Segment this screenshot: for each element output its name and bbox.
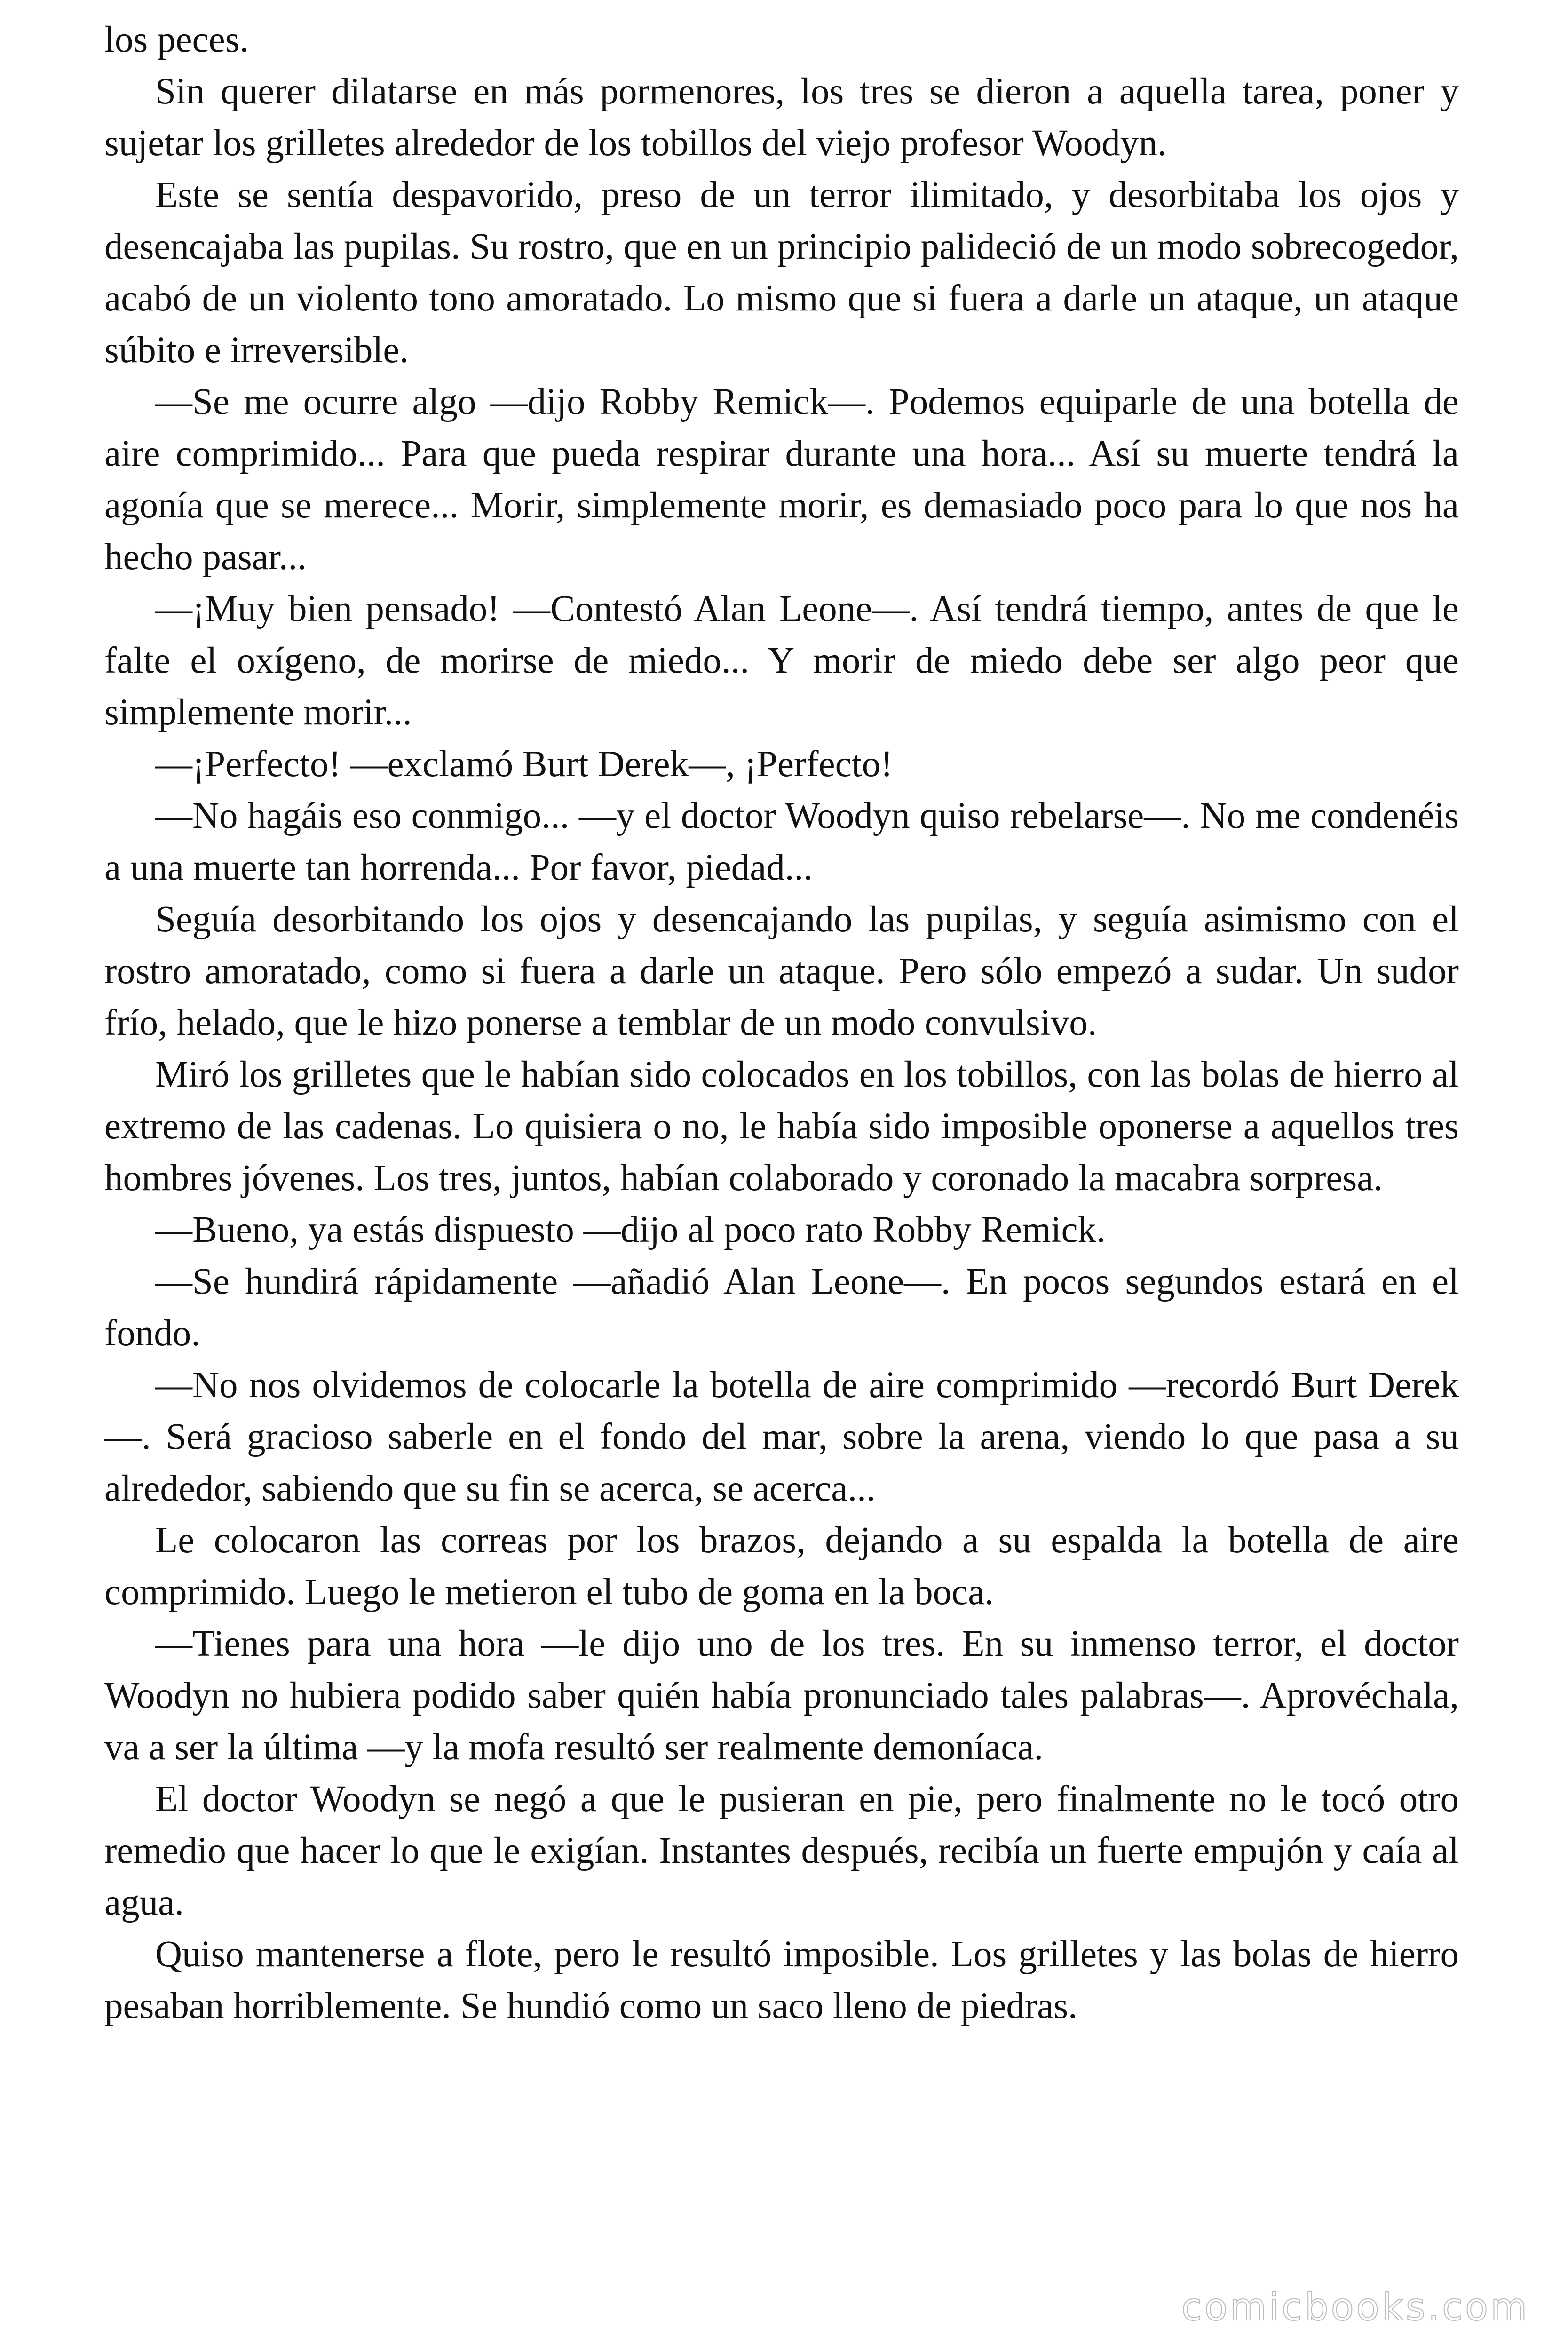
paragraph: El doctor Woodyn se negó a que le pusieran en pie, pero finalmente no le tocó otro remedio que hacer lo que le exigían. Instantes después, recibía un fuerte empujón y caía al agua. bbox=[104, 1779, 1459, 1923]
page-text bbox=[104, 14, 1459, 2272]
paragraph: Miró los grilletes que le habían sido colocados en los tobillos, con las bolas de hierro al extremo de las cadenas. Lo quisiera o no, le había sido imposible oponerse a aquellos tres hombres jóvenes. Los tres, juntos, habían colaborado y coronado la macabra sorpresa. bbox=[104, 1054, 1459, 1199]
paragraph: Le colocaron las correas por los brazos, dejando a su espalda la botella de aire comprimido. Luego le metieron el tubo de goma en la boca. bbox=[104, 1520, 1459, 1613]
paragraph: Quiso mantenerse a flote, pero le resultó imposible. Los grilletes y las bolas de hierro pesaban horriblemente. Se hundió como un saco lleno de piedras. bbox=[104, 1934, 1459, 2026]
paragraph: —¡Perfecto! —exclamó Burt Derek—, ¡Perfecto! bbox=[155, 744, 893, 785]
paragraph-continuation: los peces. bbox=[104, 19, 249, 60]
paragraph: —Bueno, ya estás dispuesto —dijo al poco rato Robby Remick. bbox=[155, 1209, 1106, 1250]
paragraph: —Se me ocurre algo —dijo Robby Remick—. Podemos equiparle de una botella de aire comprimido... Para que pueda respirar durante una hora... Así su muerte tendrá la agonía que se merece... Morir, simplemente morir, es demasiado poco para lo que nos ha hecho pasar... bbox=[104, 381, 1459, 578]
paragraph: Este se sentía despavorido, preso de un terror ilimitado, y desorbitaba los ojos y desencajaba las pupilas. Su rostro, que en un principio palideció de un modo sobrecogedor, acabó de un violento tono amoratado. Lo mismo que si fuera a darle un ataque, un ataque súbito e irreversible. bbox=[104, 175, 1459, 371]
paragraph: —No nos olvidemos de colocarle la botella de aire comprimido —recordó Burt Derek—. Será gracioso saberle en el fondo del mar, sobre la arena, viendo lo que pasa a su alrededor, sabiendo que su fin se acerca, se acerca... bbox=[104, 1365, 1459, 1509]
paragraph: —¡Muy bien pensado! —Contestó Alan Leone—. Así tendrá tiempo, antes de que le falte el oxígeno, de morirse de miedo... Y morir de miedo debe ser algo peor que simplemente morir... bbox=[104, 588, 1459, 733]
paragraph: —No hagáis eso conmigo... —y el doctor Woodyn quiso rebelarse—. No me condenéis a una muerte tan horrenda... Por favor, piedad... bbox=[104, 795, 1459, 888]
paragraph: Seguía desorbitando los ojos y desencajando las pupilas, y seguía asimismo con el rostro amoratado, como si fuera a darle un ataque. Pero sólo empezó a sudar. Un sudor frío, helado, que le hizo ponerse a temblar de un modo convulsivo. bbox=[104, 899, 1459, 1043]
watermark: comicbooks.com bbox=[1181, 2285, 1529, 2329]
paragraph: Sin querer dilatarse en más pormenores, los tres se dieron a aquella tarea, poner y sujetar los grilletes alrededor de los tobillos del viejo profesor Woodyn. bbox=[104, 71, 1459, 164]
paragraph: —Tienes para una hora —le dijo uno de los tres. En su inmenso terror, el doctor Woodyn no hubiera podido saber quién había pronunciado tales palabras—. Aprovéchala, va a ser la última —y la mofa resultó ser realmente demoníaca. bbox=[104, 1623, 1459, 1768]
paragraph: —Se hundirá rápidamente —añadió Alan Leone—. En pocos segundos estará en el fondo. bbox=[104, 1261, 1459, 1354]
